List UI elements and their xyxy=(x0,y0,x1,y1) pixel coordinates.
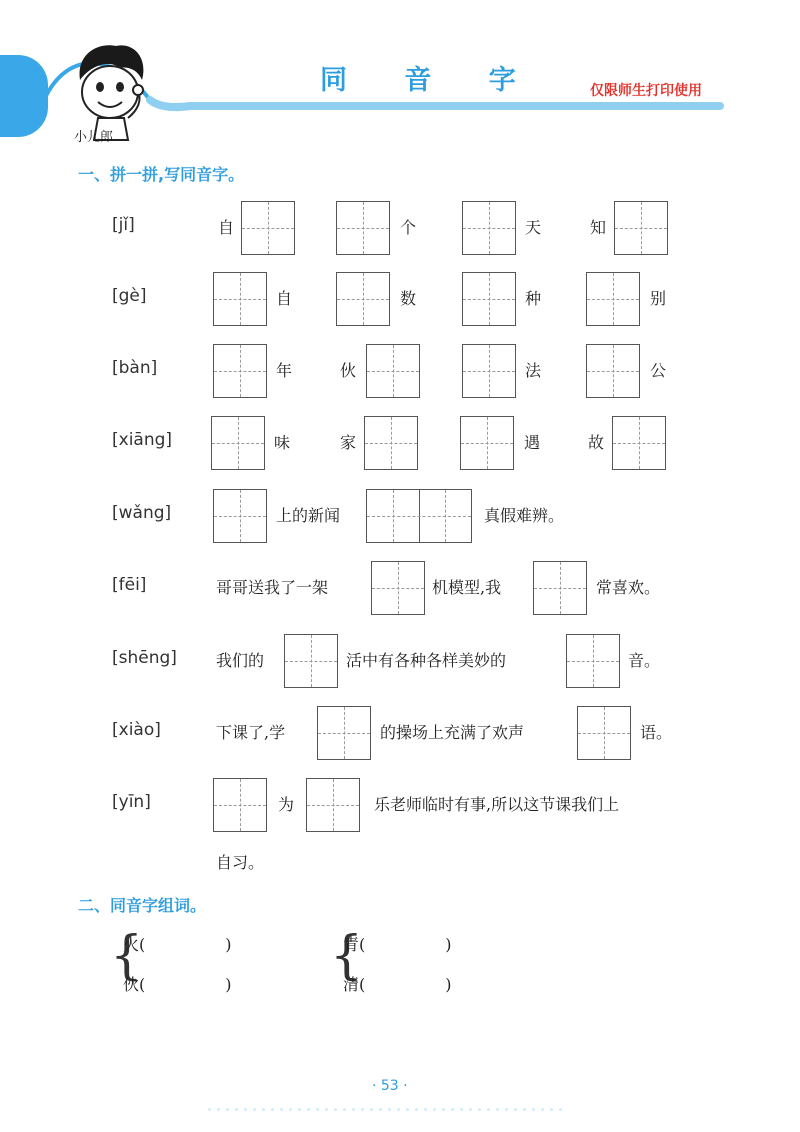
page-title: 同 音 字 xyxy=(320,65,540,96)
page-number: · 53 · xyxy=(372,1078,408,1094)
character: 伙 xyxy=(340,361,357,380)
answer-box[interactable] xyxy=(213,272,267,326)
pinyin-label: [gè] xyxy=(112,286,147,306)
character: 知 xyxy=(590,218,607,237)
exercise-row xyxy=(0,778,800,834)
answer-box[interactable] xyxy=(364,416,418,470)
answer-box[interactable] xyxy=(462,272,516,326)
sentence-text: 我们的 xyxy=(216,651,265,670)
character: 个 xyxy=(400,218,417,237)
answer-box[interactable] xyxy=(211,416,265,470)
word-blank[interactable]: 火( ) xyxy=(123,935,232,954)
answer-box[interactable] xyxy=(213,489,267,543)
sentence-text: 自习。 xyxy=(216,853,265,872)
answer-box[interactable] xyxy=(306,778,360,832)
character: 种 xyxy=(525,289,542,308)
brace-icon: { xyxy=(330,926,364,986)
answer-box[interactable] xyxy=(462,344,516,398)
word-blank[interactable]: 清( ) xyxy=(343,975,452,994)
answer-box[interactable] xyxy=(371,561,425,615)
character: 自 xyxy=(276,289,293,308)
answer-box[interactable] xyxy=(577,706,631,760)
character: 天 xyxy=(525,218,542,237)
mascot-label: 小儿郎 xyxy=(74,130,114,145)
pinyin-label: [fēi] xyxy=(112,575,147,595)
sentence-text: 语。 xyxy=(640,723,673,742)
word-blank[interactable]: 青( ) xyxy=(343,935,452,954)
footer-decoration xyxy=(205,1105,565,1115)
answer-box[interactable] xyxy=(612,416,666,470)
character: 公 xyxy=(650,361,667,380)
pinyin-label: [jǐ] xyxy=(112,215,135,235)
answer-box[interactable] xyxy=(336,201,390,255)
exercise-row xyxy=(0,561,800,617)
sentence-text: 机模型,我 xyxy=(432,578,502,597)
answer-box[interactable] xyxy=(533,561,587,615)
character: 法 xyxy=(525,361,542,380)
pinyin-label: [wǎng] xyxy=(112,503,172,523)
answer-box-double[interactable] xyxy=(366,489,472,543)
exercise-row xyxy=(0,344,800,400)
character: 真假难辨。 xyxy=(484,506,565,525)
answer-box[interactable] xyxy=(284,634,338,688)
section-heading-1: 一、拼一拼,写同音字。 xyxy=(78,165,245,184)
answer-box[interactable] xyxy=(460,416,514,470)
pinyin-label: [xiào] xyxy=(112,720,161,740)
exercise-row xyxy=(0,201,800,257)
sentence-text: 乐老师临时有事,所以这节课我们上 xyxy=(374,795,620,814)
answer-box[interactable] xyxy=(614,201,668,255)
sentence-text: 音。 xyxy=(628,651,661,670)
character: 上的新闻 xyxy=(276,506,341,525)
answer-box[interactable] xyxy=(213,344,267,398)
sentence-text: 活中有各种各样美妙的 xyxy=(346,651,507,670)
pinyin-label: [yīn] xyxy=(112,792,151,812)
sentence-text: 为 xyxy=(278,795,295,814)
answer-box[interactable] xyxy=(317,706,371,760)
answer-box[interactable] xyxy=(336,272,390,326)
answer-box[interactable] xyxy=(586,344,640,398)
character: 故 xyxy=(588,433,605,452)
pinyin-label: [xiāng] xyxy=(112,430,173,450)
sentence-text: 下课了,学 xyxy=(216,723,286,742)
character: 别 xyxy=(650,289,667,308)
section-heading-2: 二、同音字组词。 xyxy=(78,896,207,915)
word-blank[interactable]: 伙( ) xyxy=(123,975,232,994)
character: 年 xyxy=(276,361,293,380)
answer-box[interactable] xyxy=(462,201,516,255)
character: 遇 xyxy=(524,433,541,452)
pinyin-label: [bàn] xyxy=(112,358,158,378)
answer-box[interactable] xyxy=(366,344,420,398)
pinyin-label: [shēng] xyxy=(112,648,177,668)
exercise-row xyxy=(0,272,800,328)
answer-box[interactable] xyxy=(586,272,640,326)
sentence-text: 的操场上充满了欢声 xyxy=(380,723,525,742)
brace-icon: { xyxy=(110,926,144,986)
exercise-row xyxy=(0,416,800,472)
print-notice: 仅限师生打印使用 xyxy=(590,83,702,99)
character: 数 xyxy=(400,289,417,308)
exercise-row xyxy=(0,489,800,545)
answer-box[interactable] xyxy=(566,634,620,688)
character: 自 xyxy=(218,218,235,237)
exercise-row xyxy=(0,634,800,690)
character: 味 xyxy=(274,433,291,452)
answer-box[interactable] xyxy=(213,778,267,832)
exercise-row xyxy=(0,706,800,762)
sentence-text: 哥哥送我了一架 xyxy=(216,578,329,597)
answer-box[interactable] xyxy=(241,201,295,255)
character: 家 xyxy=(340,433,357,452)
sentence-text: 常喜欢。 xyxy=(596,578,661,597)
